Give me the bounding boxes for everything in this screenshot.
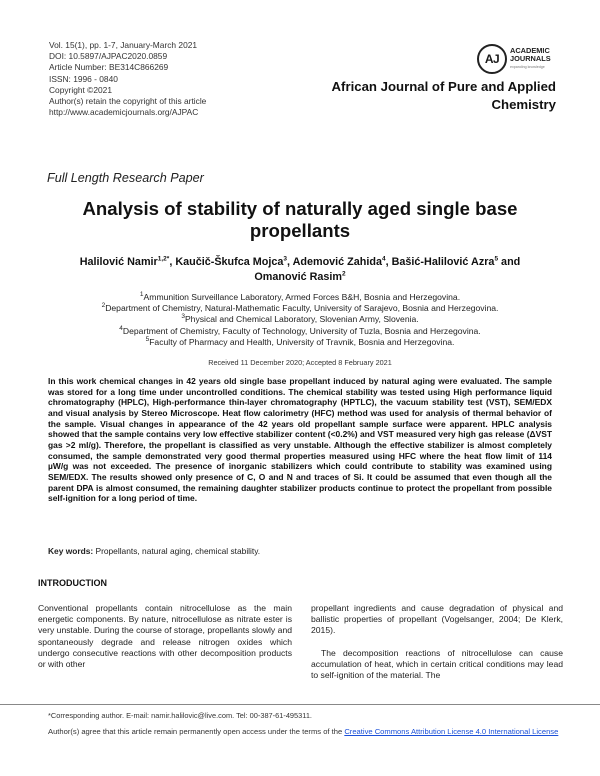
author-4: Bašić-Halilović Azra$^5$ and	[391, 255, 521, 268]
author-5: Omanović Rasim$^2$	[254, 270, 346, 283]
author-1: Halilović Namir$^{1,2*}$,	[79, 255, 176, 268]
affiliation-2: $^2$Department of Chemistry, Natural-Mathematic Faculty, University of Sarajevo, Bosnia and Herzegovina.	[101, 302, 499, 314]
logo-tagline: expanding knowledge	[510, 65, 545, 69]
author-list	[40, 255, 560, 285]
body-column-left	[38, 603, 292, 670]
keywords-label: Key words:	[48, 546, 94, 556]
section-heading-introduction: INTRODUCTION	[38, 578, 107, 588]
logo-wordmark	[510, 47, 551, 64]
paragraph: propellant ingredients and cause degradation of physical and ballistic properties of propellant (Vogelsanger, 2004; De Klerk, 2015).	[311, 603, 563, 636]
paragraph: Conventional propellants contain nitrocellulose as the main energetic components. By nature, nitrocellulose as nitrate ester is very unstable. During the course of storage, propellants slowly and spontaneously degrade and release nitrogen oxides which undergo consecutive reactions with other decomposition products or with other	[38, 603, 292, 670]
article-number-line: Article Number: BE314C866269	[49, 62, 169, 73]
copyright-line: Copyright ©2021	[49, 84, 112, 95]
paragraph: The decomposition reactions of nitrocellulose can cause accumulation of heat, which in certain critical conditions may lead to self-ignition of the material. The	[311, 647, 563, 681]
affiliations	[40, 292, 560, 348]
keywords-text: Propellants, natural aging, chemical stability.	[93, 546, 261, 556]
received-accepted-dates: Received 11 December 2020; Accepted 8 February 2021	[208, 358, 392, 367]
author-3: Ademović Zahida$^4$,	[292, 255, 392, 268]
affiliation-4: $^4$Department of Chemistry, Faculty of Technology, University of Tuzla, Bosnia and Herzegovina.	[119, 324, 481, 336]
keywords	[48, 546, 552, 556]
affiliation-1: $^1$Ammunition Surveillance Laboratory, Armed Forces B&H, Bosnia and Herzegovina.	[139, 291, 461, 302]
logo-line-1: ACADEMIC	[510, 46, 550, 55]
journal-name-line-2: Chemistry	[491, 97, 556, 112]
rights-line: Author(s) retain the copyright of this article	[49, 96, 207, 107]
corresponding-author: *Corresponding author. E-mail: namir.halilovic@live.com. Tel: 00-387-61-495311.	[48, 711, 312, 720]
logo-mark: AJ	[477, 44, 507, 74]
abstract: In this work chemical changes in 42 years old single base propellant induced by natural aging were evaluated. The sample was stored for a long time under uncontrolled conditions. The chemical stability was tested using High performance liquid chromatography (HPLC), High-performance thin-layer chromatography (HPTLC), the vacuum stability test (VST), SEM/EDX and visual analysis by Stereo Microscope. Heat flow calorimetry (HFC) method was used for analysis of thermal behavior of the sample. Visual changes in appearance of the 42 years old propellant sample surface were apparent. HPLC analysis showed that the sample contains very low effective stabilizer content (<0.2%) and VST measured very high gas release (ΔVST gas >2 ml/g). Therefore, the propellant is classified as very unstable. Although the effective stabilizer is almost completely consumed, the sample demonstrated very good thermal properties measured using HFC where the heat flow limit of 114 µW/g was not exceeded. The presence of inorganic stabilizers which could contribute to stability was examined using SEM/EDX. The results showed only presence of C, O and N and traces of Si. It could be assumed that even though all the parent DPA is almost consumed, the remaining daughter stabilizer products continue to protect the propellant from possible self-ignition for a long period of time.	[48, 376, 552, 504]
academic-journals-logo	[477, 44, 595, 74]
volume-line: Vol. 15(1), pp. 1-7, January-March 2021	[49, 40, 198, 50]
journal-name	[332, 78, 556, 114]
article-metadata	[49, 40, 206, 118]
footer-divider	[0, 704, 600, 705]
journal-url[interactable]: http://www.academicjournals.org/AJPAC	[49, 107, 199, 118]
affiliation-3: $^3$Physical and Chemical Laboratory, Slovenian Army, Slovenia.	[181, 313, 419, 325]
issn-line: ISSN: 1996 - 0840	[49, 73, 118, 84]
author-2: Kaučič-Škufca Mojca$^3$,	[175, 255, 293, 268]
journal-name-line-1: African Journal of Pure and Applied	[331, 79, 556, 94]
page-footer	[0, 704, 600, 736]
logo-line-2: JOURNALS	[510, 54, 551, 64]
paper-title: Analysis of stability of naturally aged single base propellants	[82, 198, 518, 241]
affiliation-5: $^5$Faculty of Pharmacy and Health, University of Travnik, Bosnia and Herzegovina.	[145, 335, 455, 347]
license-notice: Author(s) agree that this article remain permanently open access under the terms of the Creative Commons Attribution License 4.0 International License	[48, 727, 559, 736]
doi-line: DOI: 10.5897/AJPAC2020.0859	[49, 51, 168, 62]
license-link[interactable]: Creative Commons Attribution License 4.0 International License	[344, 727, 559, 736]
paper-type: Full Length Research Paper	[47, 171, 204, 185]
body-column-right	[311, 603, 563, 681]
